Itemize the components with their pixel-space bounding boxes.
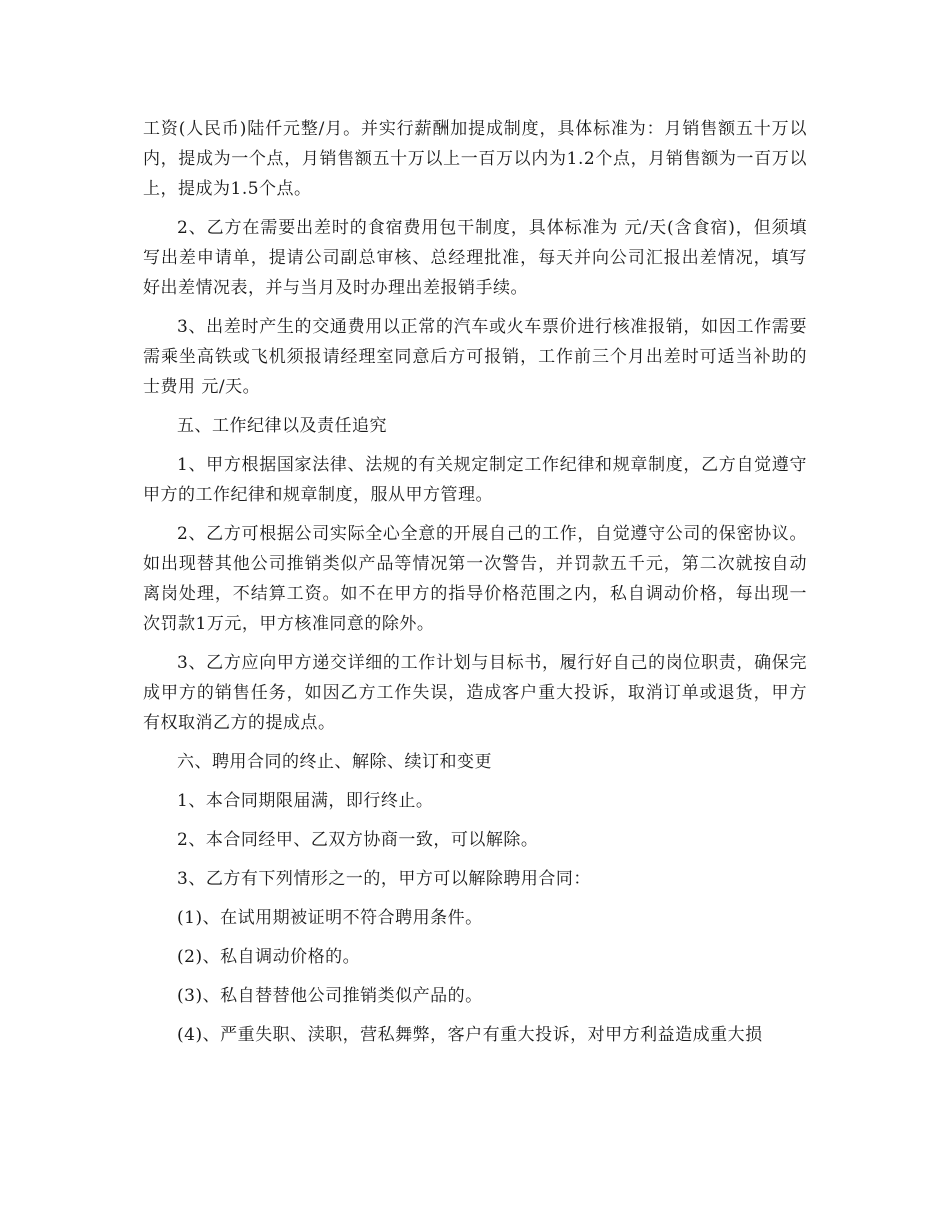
- paragraph: 2、乙方可根据公司实际全心全意的开展自己的工作，自觉遵守公司的保密协议。如出现替其他公司推销类似产品等情况第一次警告，并罚款五千元，第二次就按自动离岗处理，不结算工资。如不在甲方的指导价格范围之内，私自调动价格，每出现一次罚款1万元，甲方核准同意的除外。: [143, 524, 807, 634]
- list-item: (1)、在试用期被证明不符合聘用条件。: [177, 908, 483, 928]
- paragraph: 1、甲方根据国家法律、法规的有关规定制定工作纪律和规章制度，乙方自觉遵守甲方的工作纪律和规章制度，服从甲方管理。: [143, 455, 807, 505]
- paragraph: 3、出差时产生的交通费用以正常的汽车或火车票价进行核准报销，如因工作需要需乘坐高铁或飞机须报请经理室同意后方可报销，工作前三个月出差时可适当补助的士费用 元/天。: [143, 317, 807, 397]
- list-item: (2)、私自调动价格的。: [177, 947, 361, 967]
- paragraph: 1、本合同期限届满，即行终止。: [177, 791, 434, 811]
- list-item: (4)、严重失职、渎职，营私舞弊，客户有重大投诉，对甲方利益造成重大损: [177, 1025, 763, 1045]
- paragraph: 3、乙方应向甲方递交详细的工作计划与目标书，履行好自己的岗位职责，确保完成甲方的销售任务，如因乙方工作失误，造成客户重大投诉，取消订单或退货，甲方有权取消乙方的提成点。: [143, 653, 807, 733]
- document-body: [143, 114, 807, 1059]
- paragraph: 2、乙方在需要出差时的食宿费用包干制度，具体标准为 元/天(含食宿)，但须填写出差申请单，提请公司副总审核、总经理批准，每天并向公司汇报出差情况，填写好出差情况表，并与当月及时办理出差报销手续。: [143, 218, 807, 298]
- section-heading: 六、聘用合同的终止、解除、续订和变更: [177, 752, 492, 772]
- paragraph: 3、乙方有下列情形之一的，甲方可以解除聘用合同：: [177, 869, 591, 889]
- list-item: (3)、私自替替他公司推销类似产品的。: [177, 986, 483, 1006]
- paragraph: 2、本合同经甲、乙双方协商一致，可以解除。: [177, 830, 539, 850]
- section-heading: 五、工作纪律以及责任追究: [177, 416, 387, 436]
- paragraph: 工资(人民币)陆仟元整/月。并实行薪酬加提成制度，具体标准为：月销售额五十万以内，提成为一个点，月销售额五十万以上一百万以内为1.2个点，月销售额为一百万以上，提成为1.5个点。: [143, 119, 807, 199]
